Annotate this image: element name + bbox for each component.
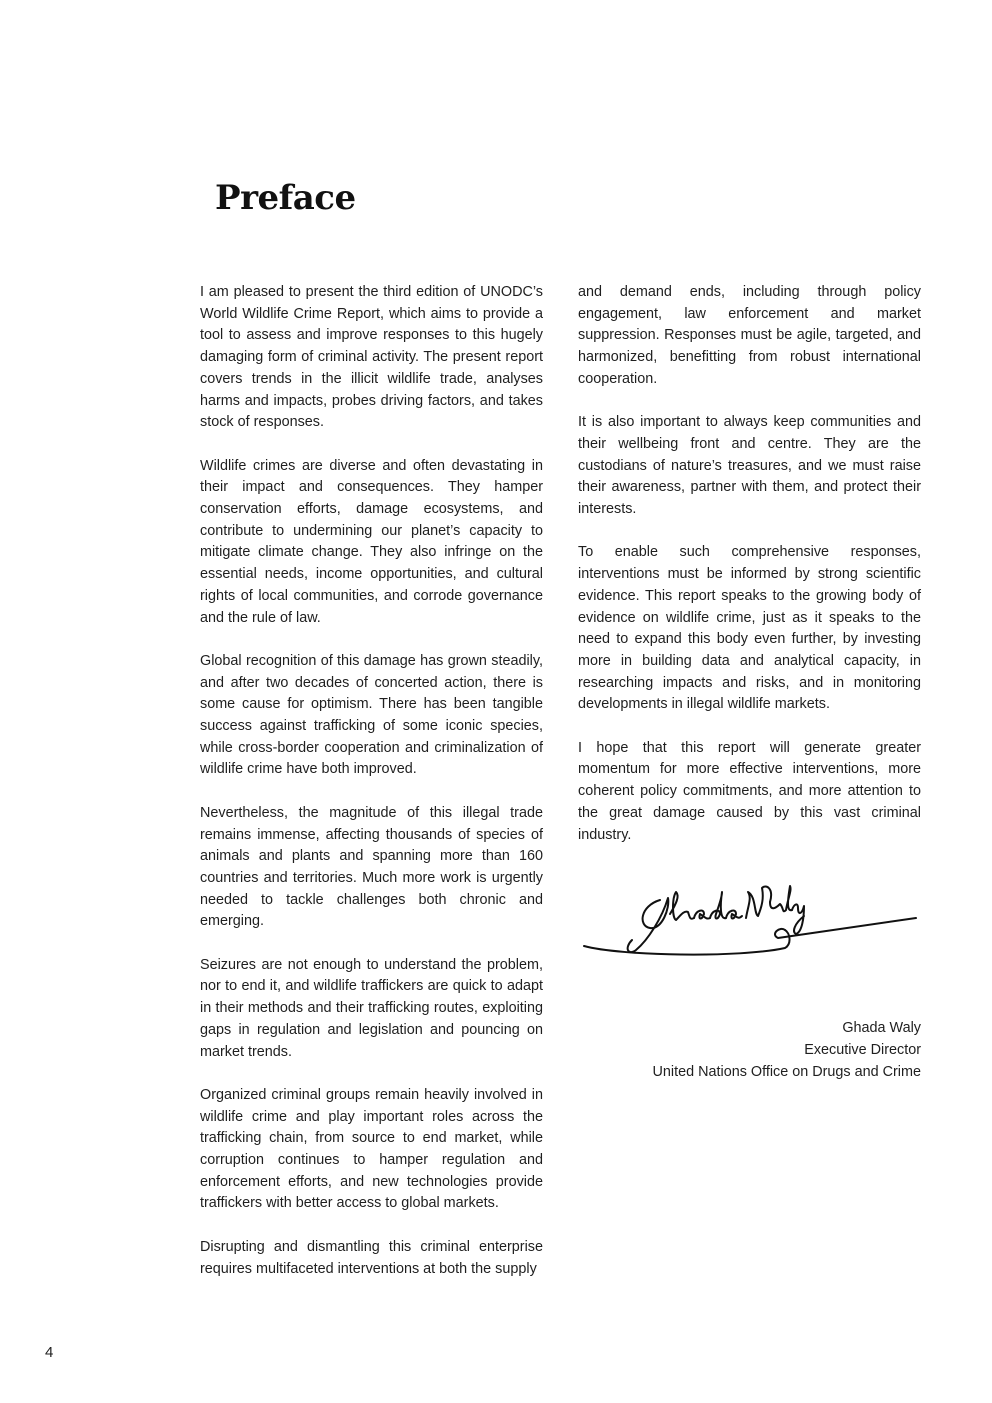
signatory-name: Ghada Waly — [842, 1020, 921, 1036]
signatory-role: Executive Director — [804, 1041, 921, 1058]
paragraph: I hope that this report will generate greater momentum for more effective interventions, more coherent policy commitments, and more attention to the great damage caused by this vast criminal industry. — [578, 739, 921, 843]
paragraph: Nevertheless, the magnitude of this illegal trade remains immense, affecting thousands of species of animals and plants and spanning more than 160 countries and territories. Much more work is urgently needed to tackle challenges both chronic and emerging. — [200, 804, 543, 930]
paragraph: Organized criminal groups remain heavily involved in wildlife crime and play important roles across the trafficking chain, from source to end market, while corruption continues to hamper regulation and enforcement efforts, and new technologies provide traffickers with better access to global markets. — [200, 1086, 543, 1212]
page-number: 4 — [45, 1344, 54, 1361]
right-text-column — [578, 282, 921, 868]
page-title: Preface — [215, 178, 356, 218]
signatory-organization: United Nations Office on Drugs and Crime — [652, 1063, 921, 1080]
paragraph: Wildlife crimes are diverse and often devastating in their impact and consequences. They hamper conservation efforts, damage ecosystems, and contribute to undermining our planet’s capacity to mitigate climate change. They also infringe on the essential needs, income opportunities, and cultural rights of local communities, and corrode governance and the rule of law. — [200, 457, 543, 626]
paragraph: Global recognition of this damage has grown steadily, and after two decades of concerted action, there is some cause for optimism. There has been tangible success against trafficking of some iconic species, while cross-border cooperation and criminalization of wildlife crime have both improved. — [200, 652, 543, 778]
signatory-block — [578, 1018, 921, 1083]
signature-drawing — [580, 878, 920, 960]
paragraph: Disrupting and dismantling this criminal enterprise requires multifaceted interventions at both the supply — [200, 1238, 543, 1277]
paragraph: It is also important to always keep communities and their wellbeing front and centre. They are the custodians of nature’s treasures, and we must raise their awareness, partner with them, and protect their interests. — [578, 414, 921, 518]
paragraph: I am pleased to present the third edition of UNODC’s World Wildlife Crime Report, which aims to provide a tool to assess and improve responses to this hugely damaging form of criminal activity. The present report covers trends in the illicit wildlife trade, analyses harms and impacts, probes driving factors, and takes stock of responses. — [200, 284, 543, 431]
paragraph: To enable such comprehensive responses, interventions must be informed by strong scientific evidence. This report speaks to the growing body of evidence on wildlife crime, just as it speaks to the need to expand this body even further, by investing more in building data and analytical capacity, in researching impacts and risks, and in monitoring developments in illegal wildlife markets. — [578, 544, 921, 713]
paragraph: and demand ends, including through policy engagement, law enforcement and market suppression. Responses must be agile, targeted, and harmonized, benefitting from robust international cooperation. — [578, 284, 921, 387]
paragraph: Seizures are not enough to understand the problem, nor to end it, and wildlife traffickers are quick to adapt in their methods and their trafficking routes, exploiting gaps in regulation and legislation and pouncing on market trends. — [200, 956, 543, 1060]
left-text-column — [200, 282, 543, 1302]
handwritten-signature — [580, 878, 920, 960]
